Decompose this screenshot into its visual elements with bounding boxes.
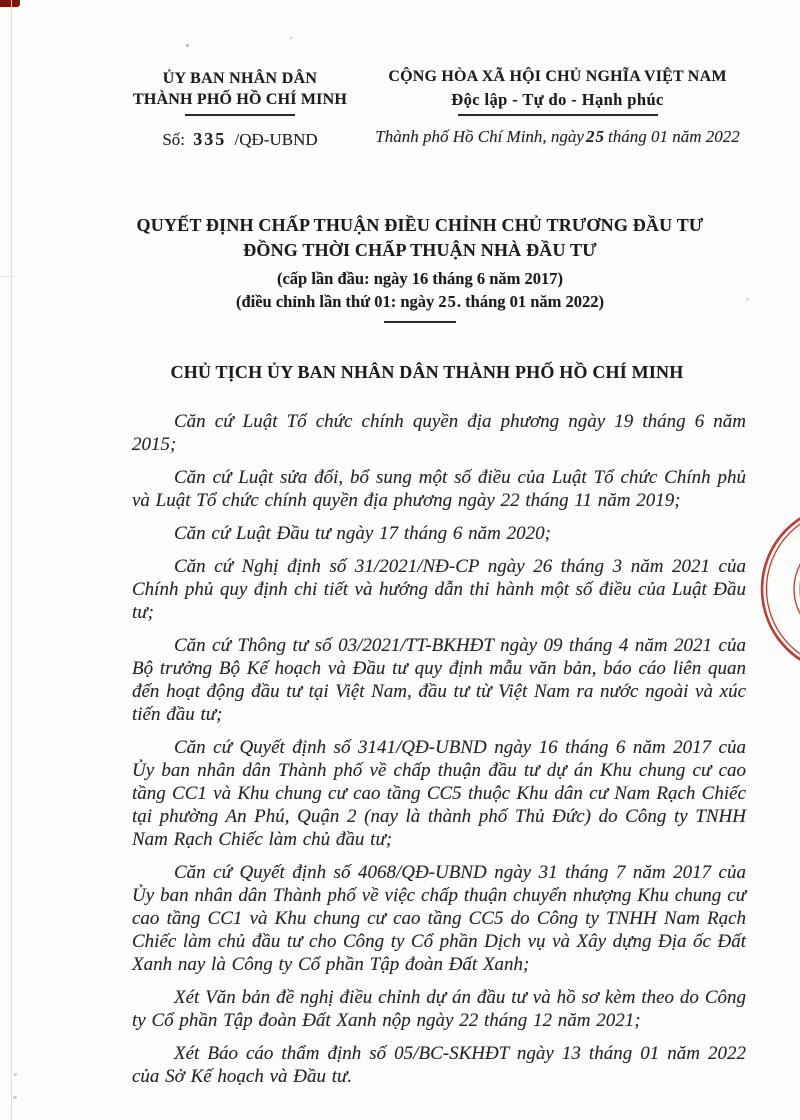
body-paragraph: Xét Báo cáo thẩm định số 05/BC-SKHĐT ngày 13 tháng 01 năm 2022 của Sở Kế hoạch và Đầu tư.: [132, 1043, 746, 1087]
date-prefix: Thành phố Hồ Chí Minh, ngày: [375, 127, 584, 146]
body-paragraph: Căn cứ Nghị định số 31/2021/NĐ-CP ngày 26 tháng 3 năm 2021 của Chính phủ quy định chi tiết và hướng dẫn thi hành một số điều của Luật Đầu tư;: [132, 556, 746, 623]
national-motto-block: [365, 66, 750, 147]
scan-speck: [14, 1073, 17, 1076]
title-note-adjustment: [60, 290, 780, 313]
body-paragraph: Căn cứ Luật Tổ chức chính quyền địa phương ngày 19 tháng 6 năm 2015;: [132, 411, 746, 455]
document-number-label: Số:: [162, 130, 186, 149]
issuing-authority-line1: ỦY BAN NHÂN DÂN: [162, 70, 318, 87]
body-paragraph: Căn cứ Luật Đầu tư ngày 17 tháng 6 năm 2020;: [174, 523, 551, 544]
issuer-heading: CHỦ TỊCH ỦY BAN NHÂN DÂN THÀNH PHỐ HỒ CHÍ MINH: [170, 362, 684, 382]
scan-speck: [289, 37, 293, 39]
scan-corner-mark: [0, 0, 20, 7]
official-red-stamp: [734, 497, 800, 673]
title-note2-day-handwritten: 25: [438, 292, 457, 311]
document-number-handwritten: 335: [193, 129, 227, 149]
place-date-line: [365, 127, 750, 147]
date-suffix: tháng 01 năm 2022: [607, 127, 740, 146]
national-title: CỘNG HÒA XÃ HỘI CHỦ NGHĨA VIỆT NAM: [388, 68, 727, 85]
issuing-authority-block: [115, 68, 365, 150]
scan-artifact-line: [11, 0, 12, 1120]
body-paragraph: Căn cứ Quyết định số 3141/QĐ-UBND ngày 16 tháng 6 năm 2017 của Ủy ban nhân dân Thành phố về chấp thuận đầu tư dự án Khu chung cư cao tầng CC1 và Khu chung cư cao tầng CC5 thuộc Khu dân cư Nam Rạch Chiếc tại phường An Phú, Quận 2 (nay là thành phố Thủ Đức) do Công ty TNHH Nam Rạch Chiếc làm chủ đầu tư;: [132, 737, 746, 850]
body-paragraph: Căn cứ Thông tư số 03/2021/TT-BKHĐT ngày 09 tháng 4 năm 2021 của Bộ trưởng Bộ Kế hoạch và Đầu tư quy định mẫu văn bản, báo cáo liên quan đến hoạt động đầu tư tại Việt Nam, đầu tư từ Việt Nam ra nước ngoài và xúc tiến đầu tư;: [132, 635, 746, 725]
title-rule: [384, 321, 456, 323]
stamp-rings: [762, 505, 800, 673]
title-note2-suffix: . tháng 01 năm 2022): [456, 292, 605, 311]
national-motto: Độc lập - Tự do - Hạnh phúc: [451, 90, 664, 109]
header-left-rule: [185, 114, 295, 116]
document-number-suffix: /QĐ-UBND: [234, 130, 318, 149]
document-body: [132, 410, 746, 1098]
document-title-line1: QUYẾT ĐỊNH CHẤP THUẬN ĐIỀU CHỈNH CHỦ TRƯƠNG ĐẦU TƯ: [136, 215, 704, 235]
title-note2-prefix: (điều chỉnh lần thứ 01: ngày: [235, 292, 435, 311]
document-title-line2: ĐỒNG THỜI CHẤP THUẬN NHÀ ĐẦU TƯ: [243, 240, 597, 260]
scan-speck: [186, 44, 189, 47]
date-day-handwritten: 25: [585, 127, 605, 146]
document-title-block: [60, 213, 780, 323]
body-paragraph: Xét Văn bản đề nghị điều chỉnh dự án đầu tư và hồ sơ kèm theo do Công ty Cổ phần Tập đoàn Đất Xanh nộp ngày 22 tháng 12 năm 2021;: [132, 987, 746, 1031]
title-note-first-issue: (cấp lần đầu: ngày 16 tháng 6 năm 2017): [276, 269, 564, 288]
body-paragraph: Căn cứ Luật sửa đổi, bổ sung một số điều của Luật Tổ chức Chính phủ và Luật Tổ chức chính quyền địa phương ngày 22 tháng 11 năm 2019;: [132, 467, 746, 511]
body-paragraph: Căn cứ Quyết định số 4068/QĐ-UBND ngày 31 tháng 7 năm 2017 của Ủy ban nhân dân Thành phố về việc chấp thuận chuyển nhượng Khu chung cư cao tầng CC1 và Khu chung cư cao tầng CC5 do Công ty TNHH Nam Rạch Chiếc làm chủ đầu tư cho Công ty Cổ phần Dịch vụ và Xây dựng Địa ốc Đất Xanh nay là Công ty Cổ phần Tập đoàn Đất Xanh;: [132, 862, 746, 975]
header-right-rule: [458, 114, 658, 116]
scan-speck: [13, 1096, 17, 1099]
document-number-line: [115, 129, 365, 150]
scan-artifact-scratch: [0, 276, 14, 277]
issuing-authority-line2: THÀNH PHỐ HỒ CHÍ MINH: [133, 91, 347, 108]
